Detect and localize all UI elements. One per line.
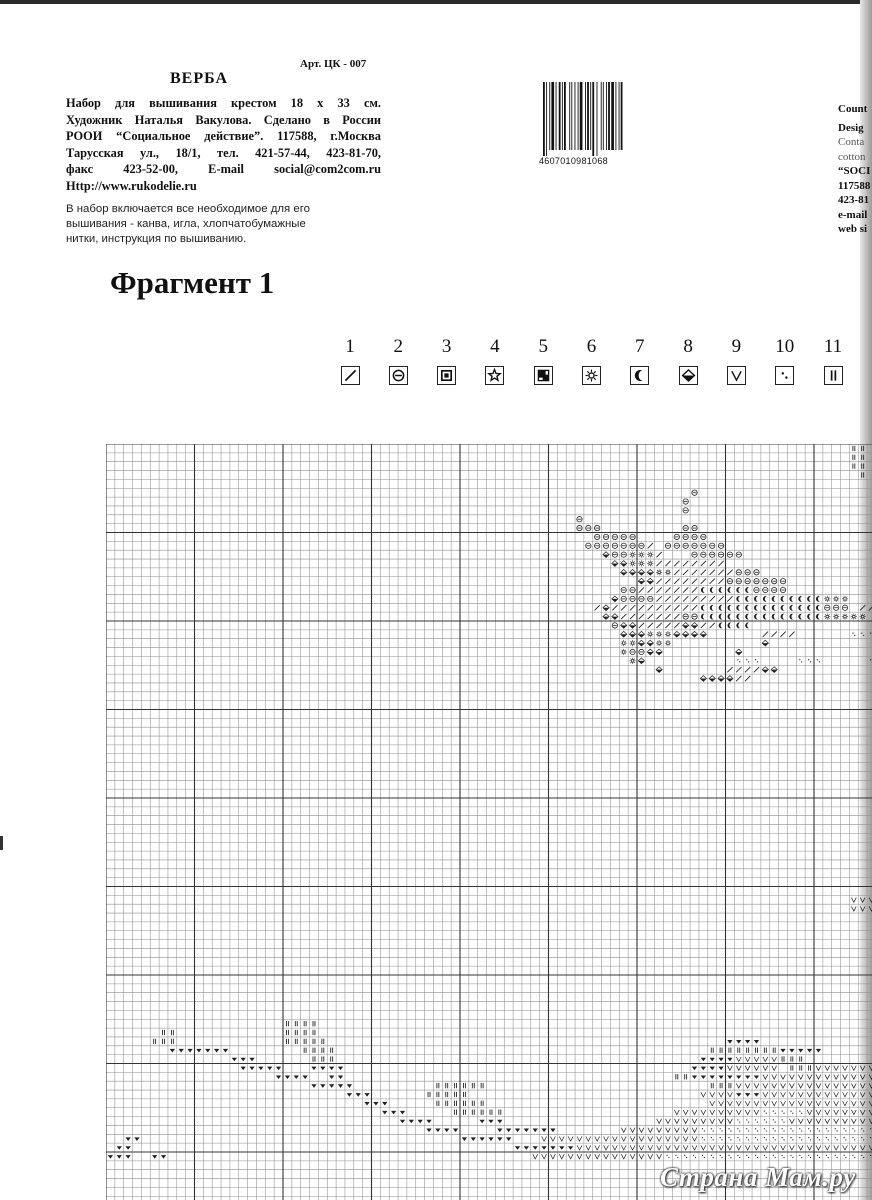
legend-number: 6 <box>586 336 597 357</box>
theta-circle-icon <box>389 366 408 385</box>
legend-number: 9 <box>731 336 742 357</box>
info-line: РООИ “Социальное действие”. 117588, г.Москва <box>66 129 381 143</box>
chevron-v-icon <box>727 366 746 385</box>
cross-stitch-chart <box>106 444 872 1200</box>
english-info-line: cotton <box>838 150 866 163</box>
legend-number: 11 <box>823 336 843 357</box>
legend-item-7 <box>620 336 660 385</box>
legend-number: 4 <box>490 336 500 357</box>
legend-item-11 <box>813 336 853 385</box>
crescent-icon <box>630 366 649 385</box>
legend-item-10 <box>765 336 805 385</box>
website-url: Http://www.rukodelie.ru <box>66 178 197 193</box>
legend-number: 1 <box>345 336 355 357</box>
legend-item-2 <box>378 336 418 385</box>
kit-contents-note <box>66 202 366 247</box>
symbol-legend <box>0 336 872 396</box>
legend-item-9 <box>716 336 756 385</box>
slash-icon <box>341 366 360 385</box>
legend-number: 8 <box>683 336 693 357</box>
diamond-half-icon <box>679 366 698 385</box>
star-icon <box>485 366 504 385</box>
legend-item-4 <box>475 336 515 385</box>
double-bar-icon <box>824 366 843 385</box>
note-line: нитки, инструкция по вышиванию. <box>66 233 247 245</box>
kit-info <box>66 95 381 194</box>
barcode-number: 4607010981068 <box>539 156 608 166</box>
sun-icon <box>582 366 601 385</box>
info-line: Тарусская ул., 18/1, тел. 421-57-44, 423-81-70, <box>66 145 381 160</box>
article-number: Арт. ЦК - 007 <box>300 58 367 70</box>
scan-top-edge <box>0 0 872 4</box>
scan-mark <box>0 836 3 850</box>
fragment-title: Фрагмент 1 <box>110 265 275 300</box>
legend-item-3 <box>427 336 467 385</box>
legend-item-5 <box>523 336 563 385</box>
legend-number: 10 <box>775 336 795 357</box>
dot-square-icon <box>437 366 456 385</box>
english-info-line: Count <box>838 103 868 115</box>
english-info-line: 117588 <box>838 179 871 192</box>
pattern-title: ВЕРБА <box>170 70 229 87</box>
english-info-line: “SOCI <box>838 165 871 177</box>
note-line: В набор включается все необходимое для его <box>66 203 310 215</box>
barcode-icon <box>541 82 651 164</box>
legend-number: 7 <box>635 336 645 357</box>
english-info-column <box>838 102 870 237</box>
legend-item-8 <box>668 336 708 385</box>
info-line: факс 423-52-00, E-mail social@com2com.ru <box>66 162 381 176</box>
english-info-line: web si <box>838 223 868 235</box>
black-square-icon <box>534 366 553 385</box>
english-info-line: e-mail <box>838 208 868 221</box>
info-line: Художник Наталья Вакулова. Сделано в России <box>66 112 381 127</box>
legend-item-6 <box>572 336 612 385</box>
info-line: Набор для вышивания крестом 18 х 33 см. <box>66 96 381 110</box>
legend-number: 3 <box>441 336 452 357</box>
english-info-line: 423-81 <box>838 194 870 206</box>
note-line: вышивания - канва, игла, хлопчатобумажные <box>66 218 306 230</box>
legend-number: 5 <box>538 336 548 357</box>
english-info-line: Desig <box>838 121 864 134</box>
legend-number: 2 <box>393 336 404 357</box>
watermark: Страна Мам.ру <box>660 1162 856 1192</box>
english-info-line: Conta <box>838 136 865 148</box>
legend-item-1 <box>330 336 370 385</box>
two-dots-icon <box>775 366 794 385</box>
